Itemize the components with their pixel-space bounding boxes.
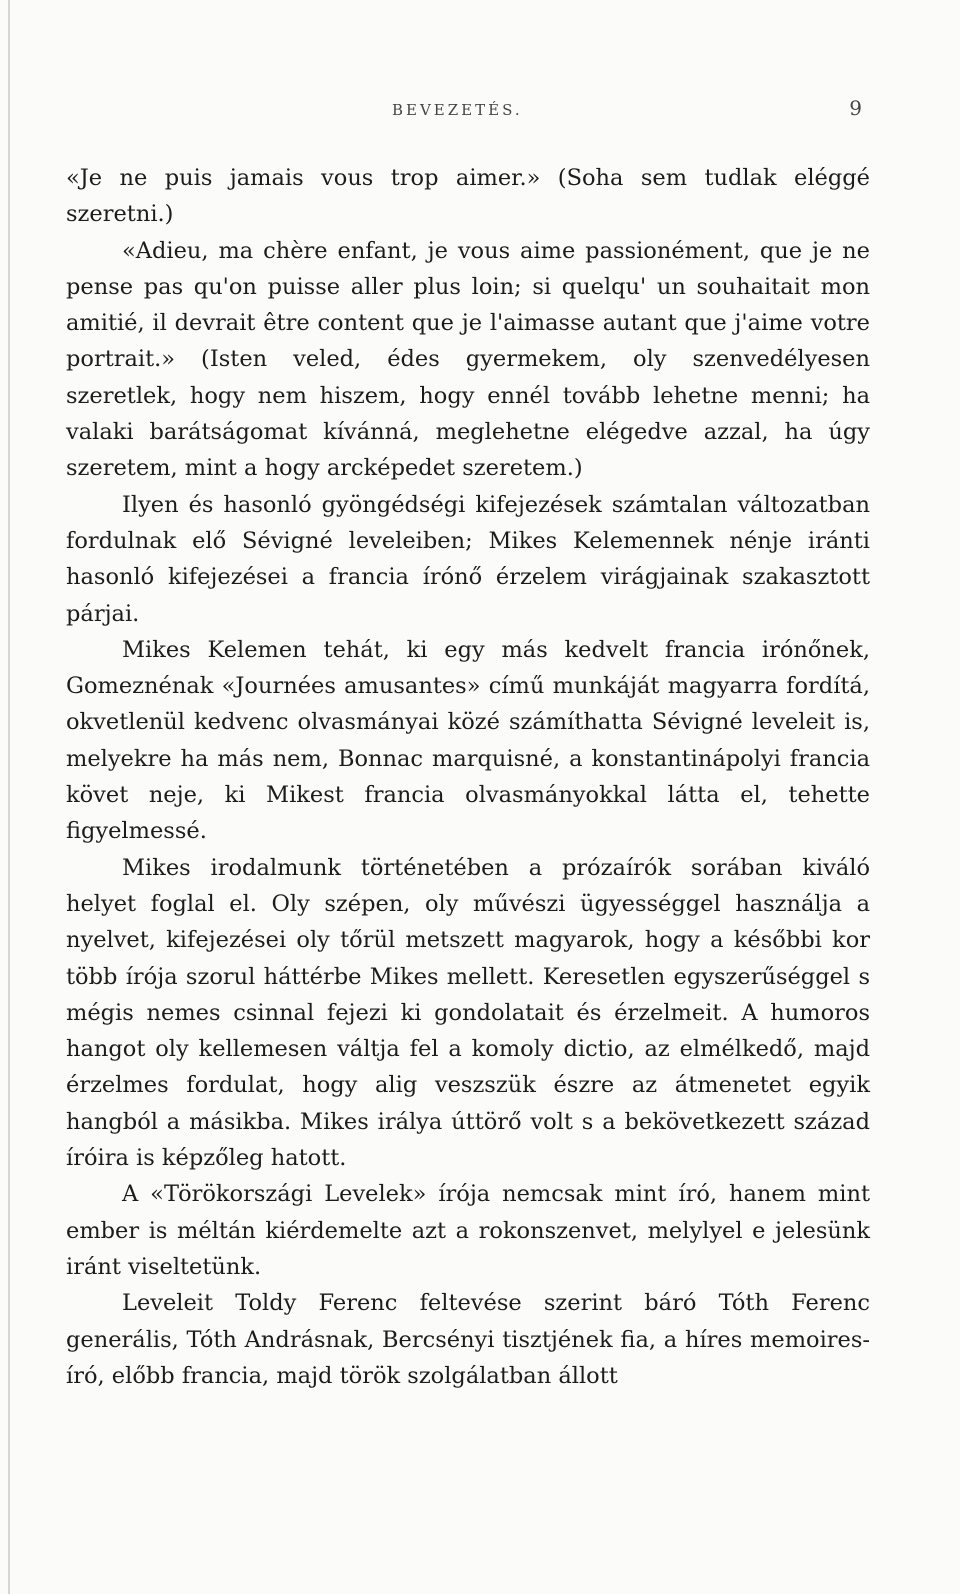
- running-title: BEVEZETÉS.: [392, 101, 523, 119]
- body-text: [66, 160, 870, 1394]
- page-number: 9: [849, 96, 862, 120]
- paragraph-letters: Leveleit Toldy Ferenc feltevése szerint báró Tóth Ferenc generális, Tóth Andrásnak, Bercsényi tisztjének fia, a híres memoires-író, előbb francia, majd török szolgálatban állott: [66, 1290, 870, 1389]
- paragraph-sevigne: Ilyen és hasonló gyöngédségi kifejezések számtalan változatban fordulnak elő Sévigné leveleiben; Mikes Kelemennek nénje iránti hasonló kifejezései a francia írónő érzelem virágjainak szakasztott párjai.: [66, 491, 870, 627]
- paragraph-mikes-style: Mikes irodalmunk történetében a prózaírók sorában kiváló helyet foglal el. Oly szépen, oly művészi ügyességgel használja a nyelvet, kifejezései oly tőrül metszett magyarok, hogy a későbbi kor több írója szorul háttérbe Mikes mellett. Keresetlen egyszerűséggel s mégis nemes csinnal fejezi ki gondolatait és érzelmeit. A humoros hangot oly kellemesen váltja fel a komoly dictio, az elmélkedő, majd érzelmes fordulat, hogy alig veszszük észre az átmenetet egyik hangból a másikba. Mikes irálya úttörő volt s a bekövetkezett század íróira is képzőleg hatott.: [66, 854, 870, 1172]
- paragraph-quote-2: «Adieu, ma chère enfant, je vous aime passionément, que je ne pense pas qu'on puisse aller plus loin; si quelqu' un souhaitait mon amitié, il devrait être content que je l'aimasse autant que j'aime votre portrait.» (Isten veled, édes gyermekem, oly szenvedélyesen szeretlek, hogy nem hiszem, hogy ennél tovább lehetne menni; ha valaki barátságomat kívánná, meglehetne elégedve azzal, ha úgy szeretem, mint a hogy arcképedet szeretem.): [66, 237, 870, 482]
- paragraph-quote-1: «Je ne puis jamais vous trop aimer.» (Soha sem tudlak eléggé szeretni.): [66, 165, 870, 228]
- page-edge-line: [8, 0, 10, 1594]
- paragraph-mikes-reading: Mikes Kelemen tehát, ki egy más kedvelt francia irónőnek, Gomeznénak «Journées amusantes» című munkáját magyarra fordítá, okvetlenül kedvenc olvasmányai közé számíthatta Sévigné leveleit is, melyekre ha más nem, Bonnac marquisné, a konstantinápolyi francia követ neje, ki Mikest francia olvasmányokkal látta el, tehette figyelmessé.: [66, 636, 870, 845]
- paragraph-mikes-person: A «Törökországi Levelek» írója nemcsak mint író, hanem mint ember is méltán kiérdemelte azt a rokonszenvet, melylyel e jelesünk iránt viseltetünk.: [66, 1181, 870, 1280]
